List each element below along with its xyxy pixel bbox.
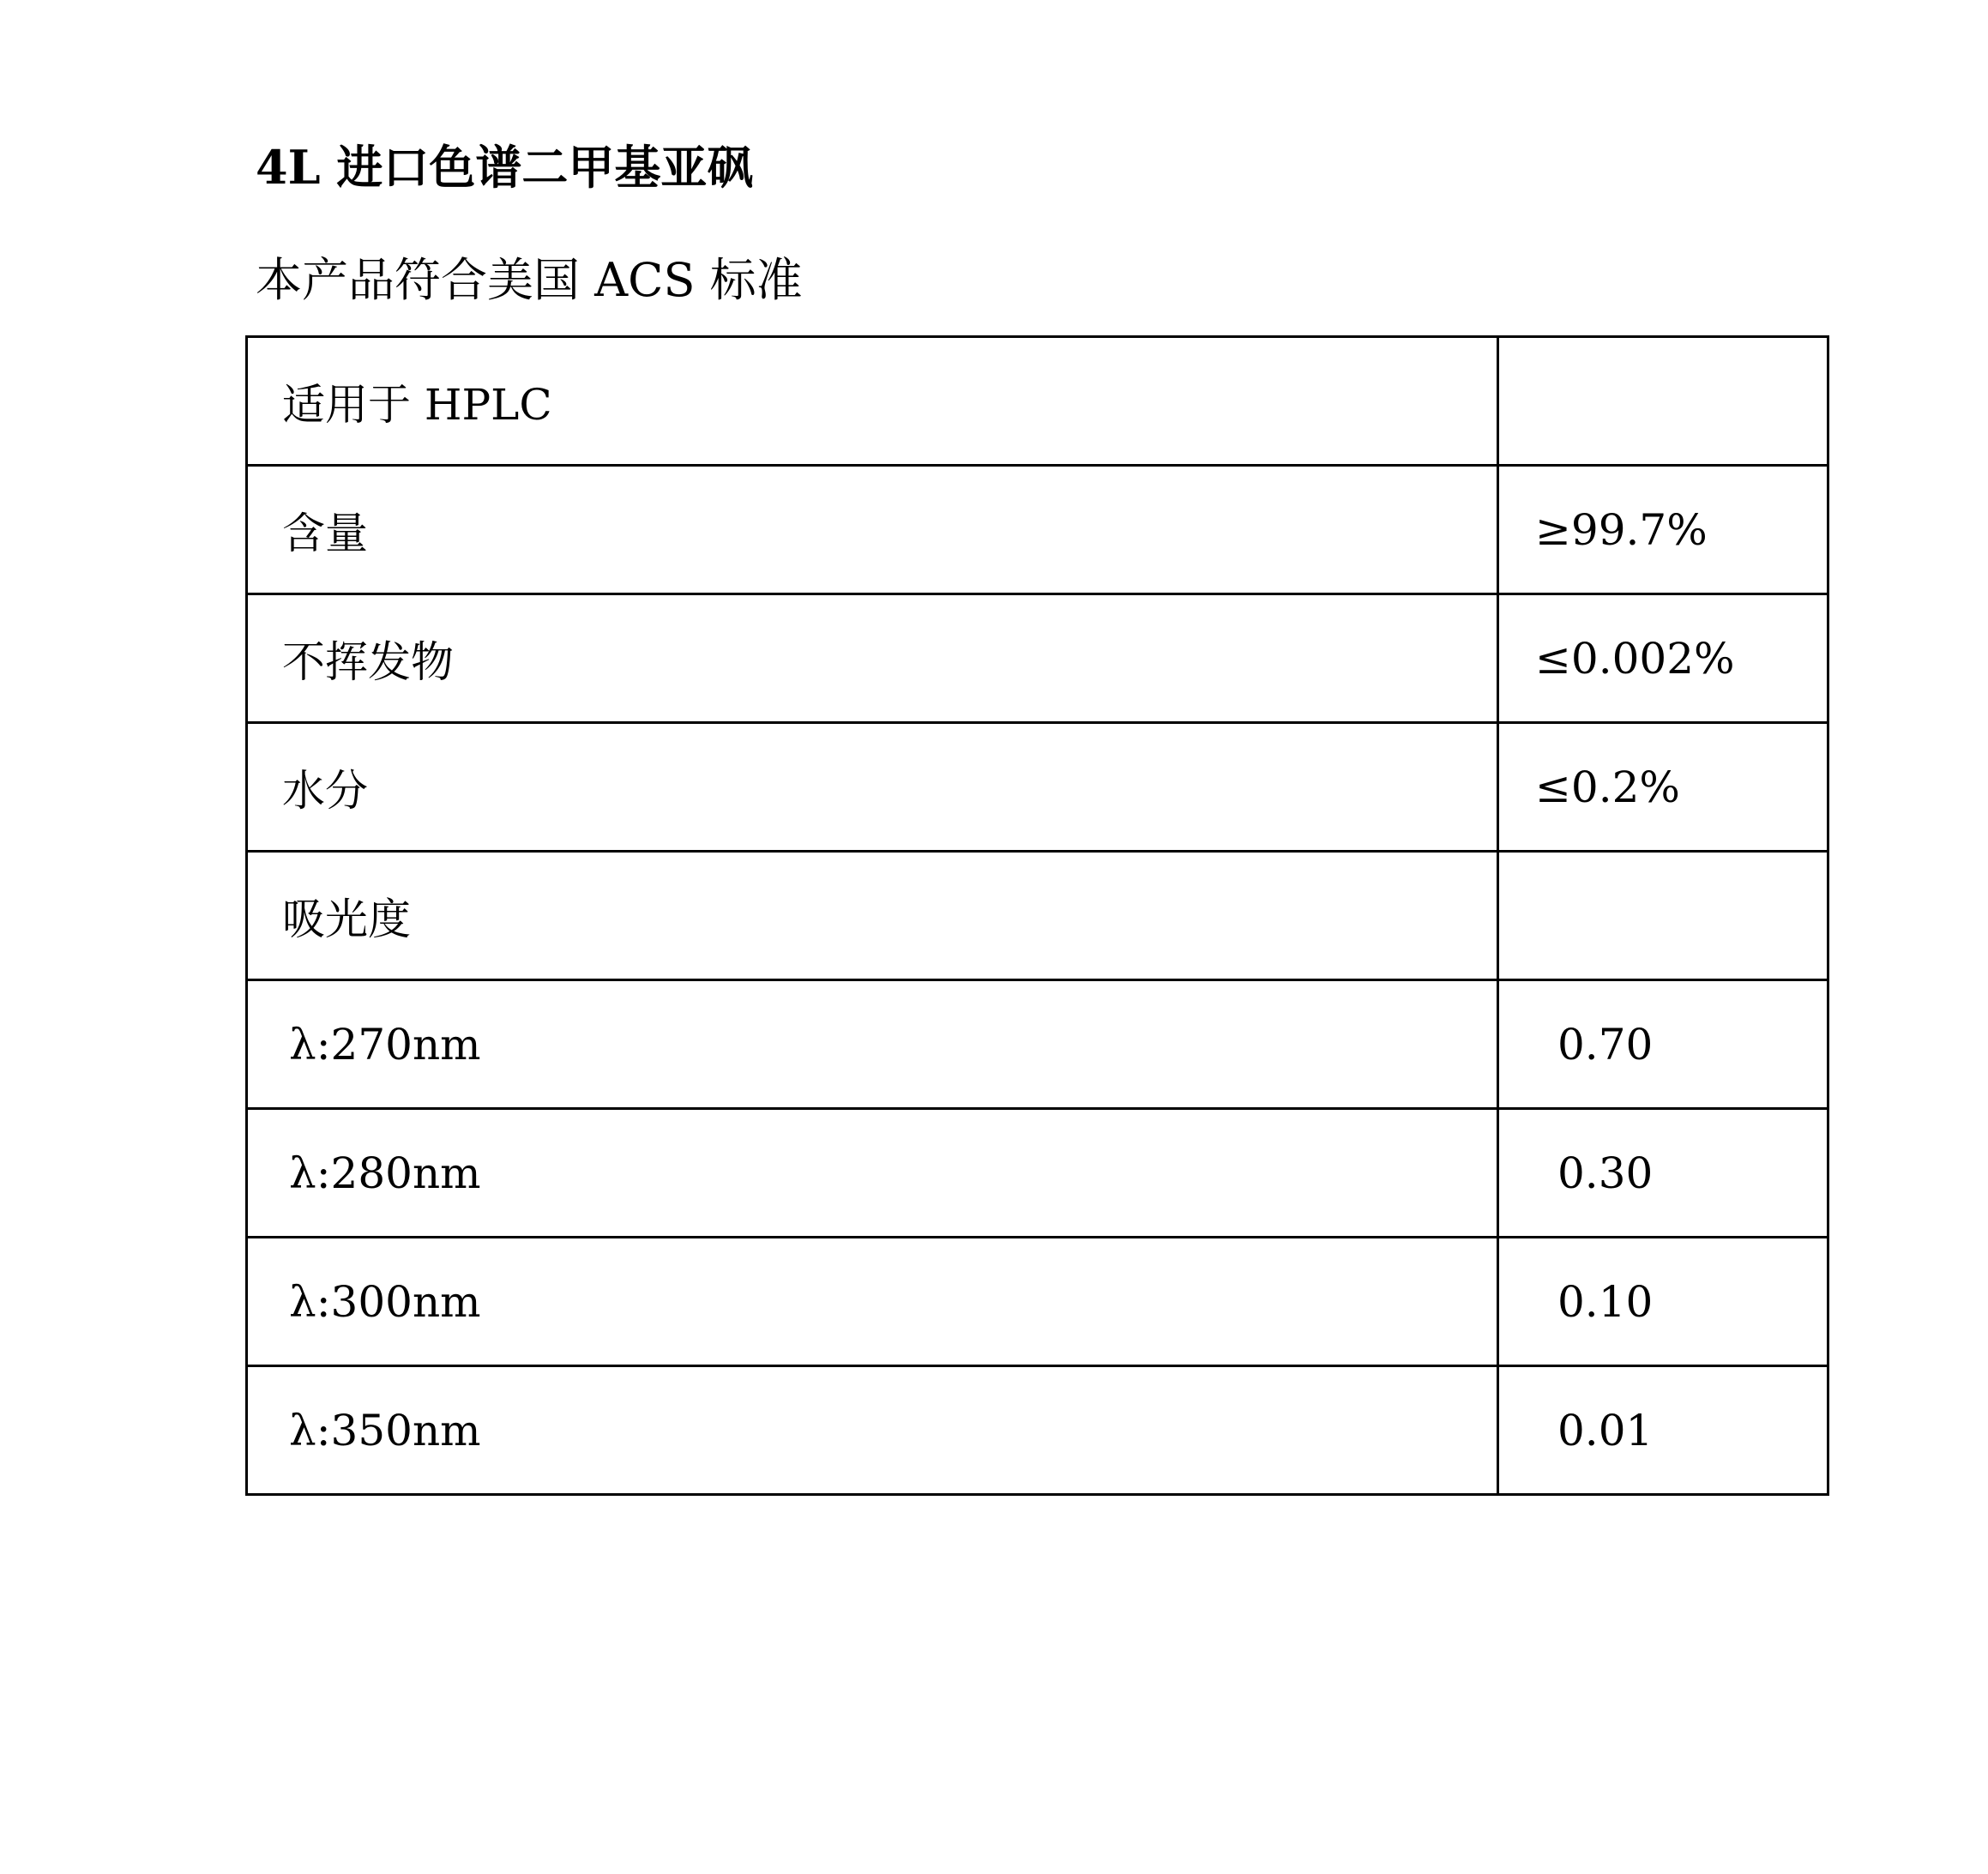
table-row (247, 337, 1828, 466)
spec-item-cell: 吸光度 (247, 852, 1498, 980)
table-row (247, 852, 1828, 980)
table-row (247, 466, 1828, 594)
page-title: 4L 进口色谱二甲基亚砜 (256, 140, 754, 195)
table-row (247, 594, 1828, 723)
table-row (247, 1109, 1828, 1238)
spec-value-cell (1498, 852, 1828, 980)
page-subtitle: 本产品符合美国 ACS 标准 (256, 253, 803, 307)
table-row (247, 1366, 1828, 1495)
spec-value-cell: 0.01 (1498, 1366, 1828, 1495)
spec-item-cell: λ:350nm (247, 1366, 1498, 1495)
table-row (247, 1238, 1828, 1366)
spec-item-cell: 含量 (247, 466, 1498, 594)
spec-item-cell: λ:300nm (247, 1238, 1498, 1366)
spec-item-cell: 不挥发物 (247, 594, 1498, 723)
spec-value-cell: ≤0.002% (1498, 594, 1828, 723)
spec-value-cell: 0.70 (1498, 980, 1828, 1109)
table-row (247, 980, 1828, 1109)
spec-value-cell: ≤0.2% (1498, 723, 1828, 852)
spec-value-cell: 0.10 (1498, 1238, 1828, 1366)
spec-item-cell: 水分 (247, 723, 1498, 852)
spec-value-cell (1498, 337, 1828, 466)
spec-table (245, 335, 1829, 1496)
spec-item-cell: 适用于 HPLC (247, 337, 1498, 466)
spec-item-cell: λ:280nm (247, 1109, 1498, 1238)
table-row (247, 723, 1828, 852)
spec-value-cell: 0.30 (1498, 1109, 1828, 1238)
spec-item-cell: λ:270nm (247, 980, 1498, 1109)
spec-value-cell: ≥99.7% (1498, 466, 1828, 594)
